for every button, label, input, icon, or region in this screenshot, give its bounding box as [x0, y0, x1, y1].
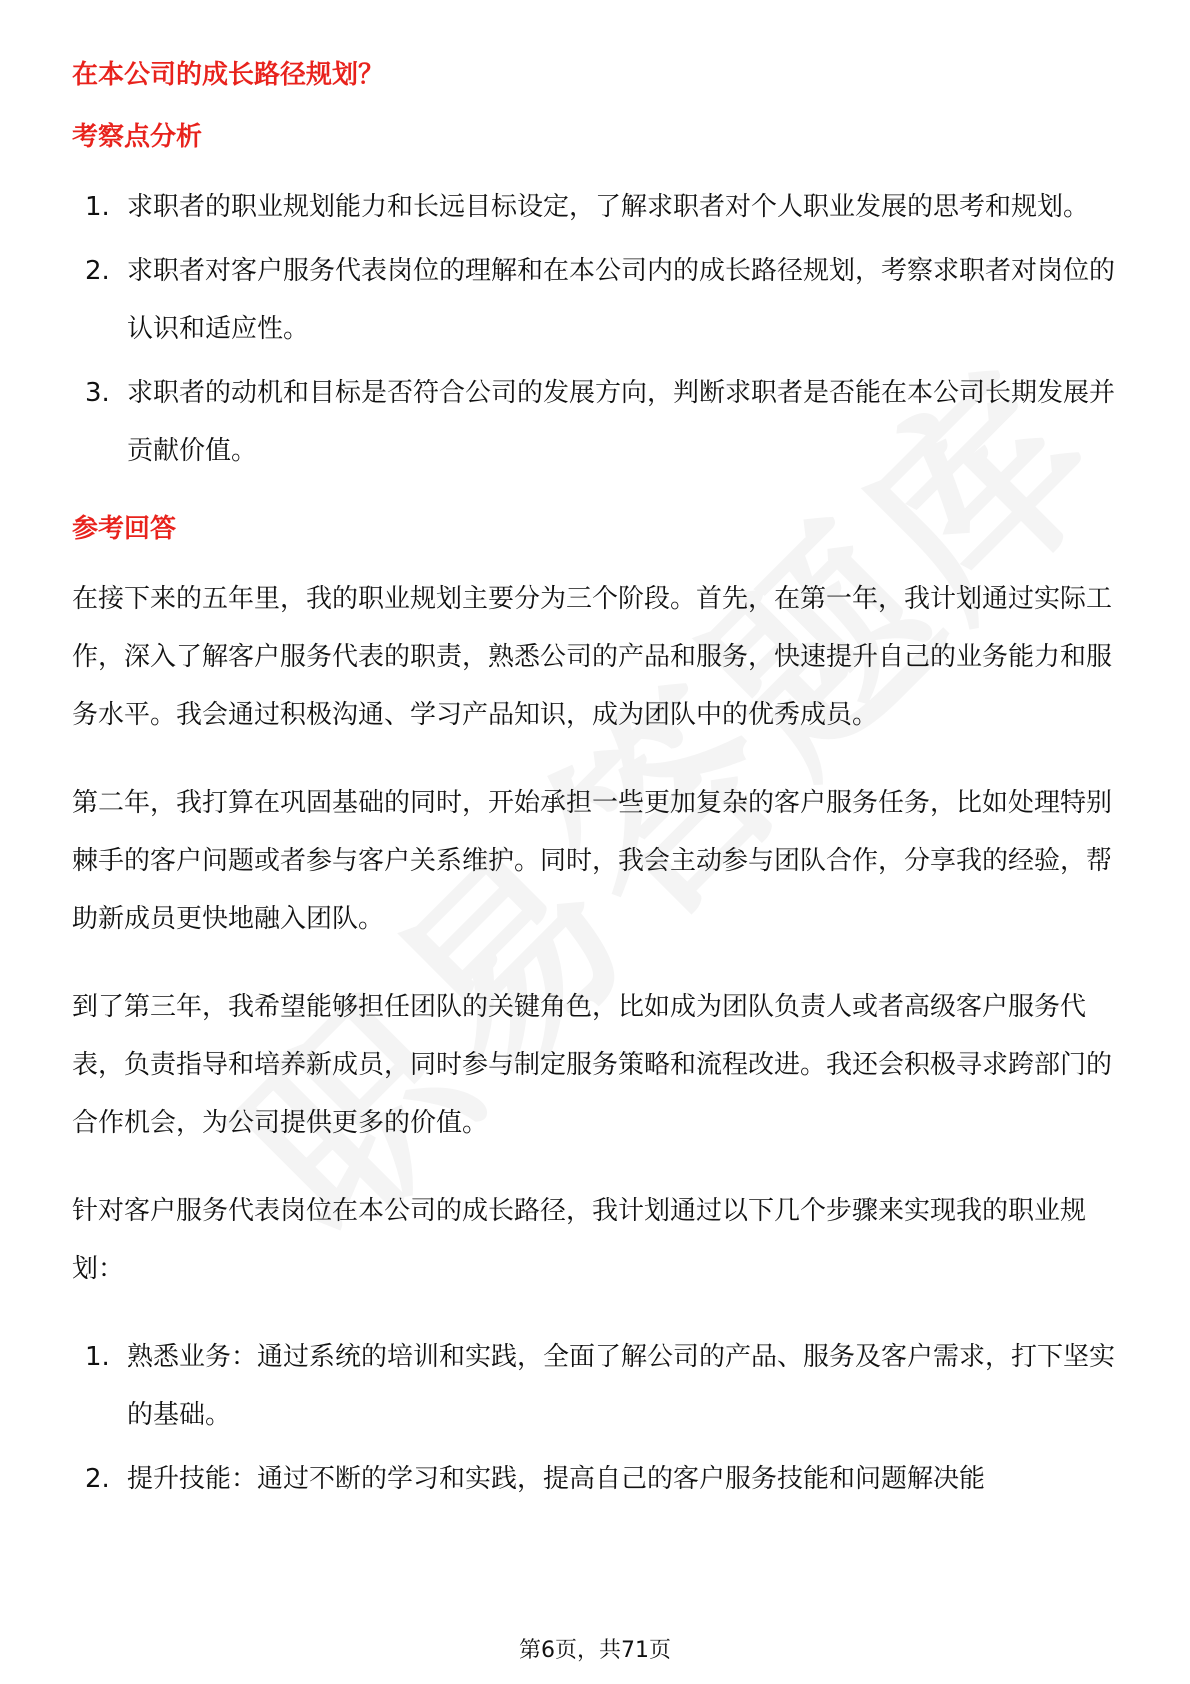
list-number: 1. — [85, 1342, 110, 1372]
list-item — [72, 1450, 1118, 1508]
page-footer: 第6页，共71页 — [519, 1638, 671, 1663]
steps-list — [72, 1328, 1118, 1508]
list-text: 求职者的职业规划能力和长远目标设定，了解求职者对个人职业发展的思考和规划。 — [127, 192, 1090, 222]
analysis-heading: 考察点分析 — [72, 122, 203, 152]
list-item — [72, 178, 1118, 236]
list-text: 提升技能：通过不断的学习和实践，提高自己的客户服务技能和问题解决能 — [127, 1464, 986, 1494]
list-item — [72, 1328, 1118, 1444]
answer-paragraph: 在接下来的五年里，我的职业规划主要分为三个阶段。首先，在第一年，我计划通过实际工作，深入了解客户服务代表的职责，熟悉公司的产品和服务，快速提升自己的业务能力和服务水平。我会通过积极沟通、学习产品知识，成为团队中的优秀成员。 — [72, 584, 1113, 730]
list-item — [72, 242, 1118, 358]
list-number: 2. — [85, 1464, 110, 1494]
answer-heading: 参考回答 — [72, 514, 177, 544]
page-content — [72, 56, 1118, 1514]
list-number: 2. — [85, 256, 110, 286]
answer-paragraph: 第二年，我打算在巩固基础的同时，开始承担一些更加复杂的客户服务任务，比如处理特别棘手的客户问题或者参与客户关系维护。同时，我会主动参与团队合作，分享我的经验，帮助新成员更快地融入团队。 — [72, 788, 1113, 934]
list-text: 求职者对客户服务代表岗位的理解和在本公司内的成长路径规划，考察求职者对岗位的认识和适应性。 — [127, 256, 1116, 344]
analysis-list — [72, 178, 1118, 480]
list-number: 3. — [85, 378, 110, 408]
list-text: 熟悉业务：通过系统的培训和实践，全面了解公司的产品、服务及客户需求，打下坚实的基础。 — [127, 1342, 1116, 1430]
answer-paragraph: 到了第三年，我希望能够担任团队的关键角色，比如成为团队负责人或者高级客户服务代表，负责指导和培养新成员，同时参与制定服务策略和流程改进。我还会积极寻求跨部门的合作机会，为公司提供更多的价值。 — [72, 992, 1113, 1138]
list-number: 1. — [85, 192, 110, 222]
list-text: 求职者的动机和目标是否符合公司的发展方向，判断求职者是否能在本公司长期发展并贡献价值。 — [127, 378, 1116, 466]
answer-paragraph: 针对客户服务代表岗位在本公司的成长路径，我计划通过以下几个步骤来实现我的职业规划： — [72, 1196, 1087, 1284]
list-item — [72, 364, 1118, 480]
question-title: 在本公司的成长路径规划？ — [72, 60, 385, 90]
